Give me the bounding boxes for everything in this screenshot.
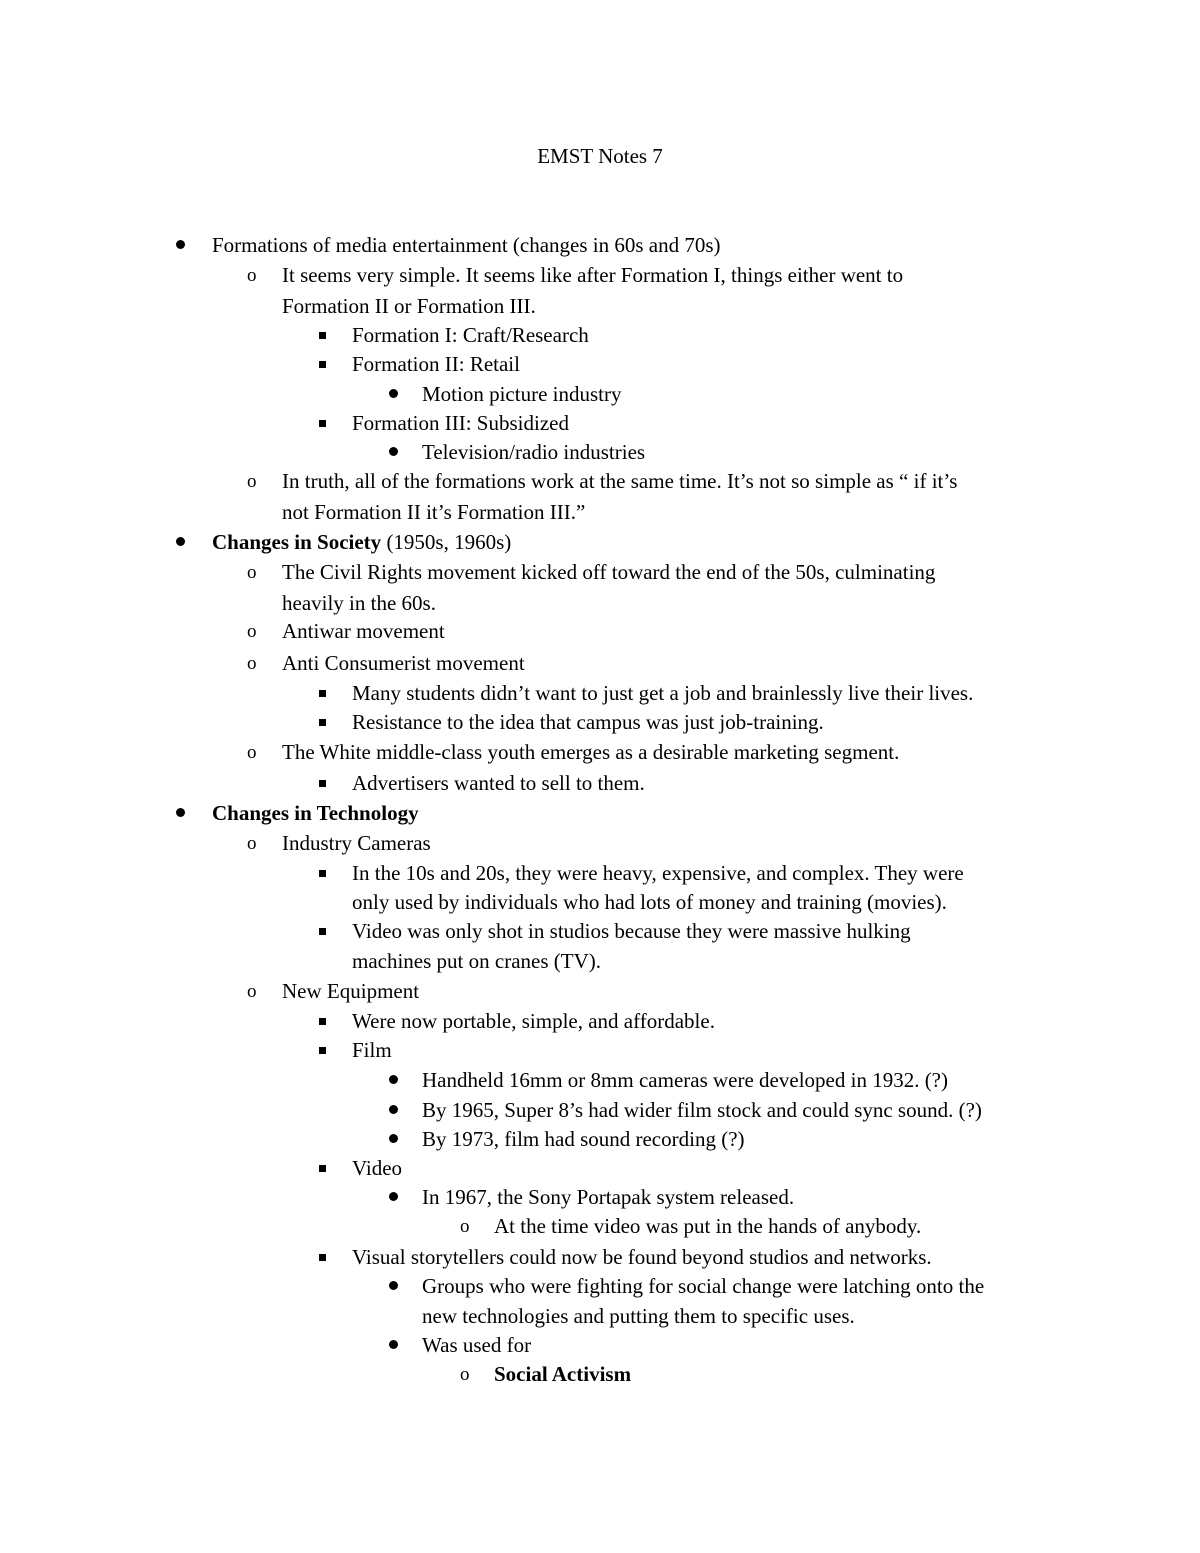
- list-item-l17: [212, 798, 419, 828]
- bullet-square-icon: [319, 332, 326, 339]
- section-heading-society: Changes in Society: [212, 530, 382, 554]
- list-item-l33: [494, 1359, 631, 1389]
- bullet-dot-icon: [176, 808, 185, 817]
- section-heading-technology: Changes in Technology: [212, 801, 419, 825]
- list-item-l8b: not Formation II it’s Formation III.”: [282, 500, 586, 524]
- list-item-l25: By 1965, Super 8’s had wider film stock and could sync sound. (?): [422, 1098, 982, 1122]
- list-item-l13: Many students didn’t want to just get a job and brainlessly live their lives.: [352, 681, 974, 705]
- list-item-l11: Antiwar movement: [282, 619, 445, 643]
- social-activism-heading: Social Activism: [494, 1362, 632, 1386]
- list-item-l6: Formation III: Subsidized: [352, 411, 569, 435]
- bullet-dot-icon: [389, 1134, 398, 1143]
- bullet-o-icon: o: [460, 1216, 470, 1237]
- list-item-l15: The White middle-class youth emerges as a desirable marketing segment.: [282, 740, 900, 764]
- list-item-l8a: In truth, all of the formations work at the same time. It’s not so simple as “ if it’s: [282, 469, 958, 493]
- bullet-square-icon: [319, 1047, 326, 1054]
- list-item-l30: Visual storytellers could now be found beyond studios and networks.: [352, 1245, 932, 1269]
- list-item-l20a: Video was only shot in studios because they were massive hulking: [352, 919, 911, 943]
- bullet-o-icon: o: [460, 1364, 470, 1385]
- bullet-dot-icon: [389, 1340, 398, 1349]
- list-item-l7: Television/radio industries: [422, 440, 646, 464]
- list-item-l28: In 1967, the Sony Portapak system released.: [422, 1185, 795, 1209]
- bullet-square-icon: [319, 1018, 326, 1025]
- list-item-l21: New Equipment: [282, 979, 420, 1003]
- bullet-dot-icon: [176, 240, 185, 249]
- list-item-l3: Formation I: Craft/Research: [352, 323, 589, 347]
- list-item-l27: Video: [352, 1156, 403, 1180]
- page-title: EMST Notes 7: [537, 144, 663, 168]
- list-item-l9: [212, 527, 511, 557]
- bullet-square-icon: [319, 690, 326, 697]
- list-item-l12: Anti Consumerist movement: [282, 651, 525, 675]
- list-item-l10b: heavily in the 60s.: [282, 591, 436, 615]
- bullet-square-icon: [319, 870, 326, 877]
- list-item-l2b: Formation II or Formation III.: [282, 294, 536, 318]
- list-item-l20b: machines put on cranes (TV).: [352, 949, 601, 973]
- bullet-o-icon: o: [247, 621, 257, 642]
- bullet-o-icon: o: [247, 981, 257, 1002]
- bullet-square-icon: [319, 420, 326, 427]
- section-heading-society-dates: (1950s, 1960s): [381, 530, 512, 554]
- bullet-o-icon: o: [247, 562, 257, 583]
- list-item-l29: At the time video was put in the hands of anybody.: [494, 1214, 922, 1238]
- list-item-l32: Was used for: [422, 1333, 532, 1357]
- bullet-square-icon: [319, 780, 326, 787]
- bullet-square-icon: [319, 361, 326, 368]
- bullet-o-icon: o: [247, 833, 257, 854]
- bullet-square-icon: [319, 1165, 326, 1172]
- list-item-l23: Film: [352, 1038, 392, 1062]
- bullet-square-icon: [319, 928, 326, 935]
- list-item-l10a: The Civil Rights movement kicked off toward the end of the 50s, culminating: [282, 560, 936, 584]
- bullet-dot-icon: [389, 1192, 398, 1201]
- list-item-l26: By 1973, film had sound recording (?): [422, 1127, 745, 1151]
- bullet-o-icon: o: [247, 742, 257, 763]
- bullet-dot-icon: [389, 1075, 398, 1084]
- bullet-dot-icon: [389, 1281, 398, 1290]
- bullet-square-icon: [319, 719, 326, 726]
- list-item-l24: Handheld 16mm or 8mm cameras were developed in 1932. (?): [422, 1068, 948, 1092]
- list-item-l19a: In the 10s and 20s, they were heavy, expensive, and complex. They were: [352, 861, 964, 885]
- list-item-l16: Advertisers wanted to sell to them.: [352, 771, 645, 795]
- list-item-l5: Motion picture industry: [422, 382, 622, 406]
- bullet-dot-icon: [389, 389, 398, 398]
- bullet-dot-icon: [389, 1105, 398, 1114]
- list-item-l22: Were now portable, simple, and affordable.: [352, 1009, 715, 1033]
- bullet-dot-icon: [389, 447, 398, 456]
- list-item-l4: Formation II: Retail: [352, 352, 520, 376]
- list-item-l1: Formations of media entertainment (changes in 60s and 70s): [212, 233, 721, 257]
- bullet-o-icon: o: [247, 471, 257, 492]
- list-item-l14: Resistance to the idea that campus was just job-training.: [352, 710, 824, 734]
- list-item-l18: Industry Cameras: [282, 831, 431, 855]
- list-item-l31b: new technologies and putting them to specific uses.: [422, 1304, 855, 1328]
- bullet-o-icon: o: [247, 653, 257, 674]
- list-item-l2a: It seems very simple. It seems like after Formation I, things either went to: [282, 263, 904, 287]
- bullet-o-icon: o: [247, 265, 257, 286]
- list-item-l31a: Groups who were fighting for social change were latching onto the: [422, 1274, 985, 1298]
- list-item-l19b: only used by individuals who had lots of money and training (movies).: [352, 890, 947, 914]
- bullet-dot-icon: [176, 537, 185, 546]
- bullet-square-icon: [319, 1254, 326, 1261]
